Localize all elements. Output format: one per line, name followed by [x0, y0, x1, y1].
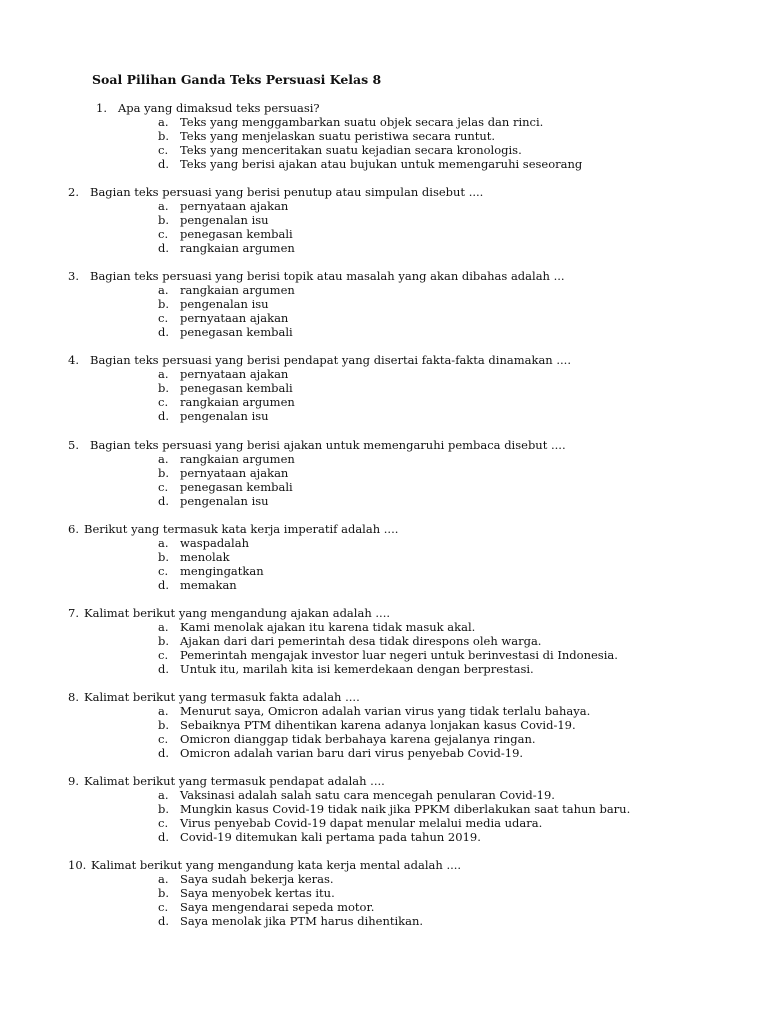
option-letter: c. — [158, 648, 169, 662]
question-9 — [0, 774, 768, 844]
option-letter: d. — [158, 494, 170, 508]
question-number: 4. — [68, 353, 79, 367]
option-text: Omicron adalah varian baru dari virus penyebab Covid-19. — [180, 746, 524, 760]
question-number: 8. — [68, 690, 79, 704]
option-text: memakan — [180, 578, 237, 592]
option-c — [0, 480, 768, 494]
option-text: penegasan kembali — [180, 381, 293, 395]
option-text: Menurut saya, Omicron adalah varian virus yang tidak terlalu bahaya. — [180, 704, 591, 718]
option-letter: d. — [158, 914, 170, 928]
option-d — [0, 746, 768, 760]
option-letter: b. — [158, 213, 170, 227]
option-letter: a. — [158, 788, 169, 802]
option-b — [0, 550, 768, 564]
option-text: Covid-19 ditemukan kali pertama pada tahun 2019. — [180, 830, 481, 844]
question-number: 2. — [68, 185, 79, 199]
option-a — [0, 536, 768, 550]
option-text: Saya mengendarai sepeda motor. — [180, 900, 375, 914]
option-letter: c. — [158, 227, 169, 241]
option-letter: d. — [158, 325, 170, 339]
option-text: pernyataan ajakan — [180, 466, 289, 480]
option-a — [0, 199, 768, 213]
question-number: 1. — [96, 101, 107, 115]
option-d — [0, 409, 768, 423]
option-b — [0, 718, 768, 732]
option-b — [0, 466, 768, 480]
option-text: Ajakan dari dari pemerintah desa tidak direspons oleh warga. — [180, 634, 542, 648]
question-number: 5. — [68, 438, 79, 452]
option-letter: b. — [158, 634, 170, 648]
option-letter: b. — [158, 297, 170, 311]
option-letter: c. — [158, 564, 169, 578]
option-text: penegasan kembali — [180, 325, 293, 339]
question-text: Bagian teks persuasi yang berisi penutup atau simpulan disebut .... — [90, 185, 484, 199]
option-text: Teks yang menceritakan suatu kejadian secara kronologis. — [180, 143, 522, 157]
option-letter: d. — [158, 241, 170, 255]
option-letter: d. — [158, 746, 170, 760]
option-letter: a. — [158, 620, 169, 634]
option-text: Saya sudah bekerja keras. — [180, 872, 334, 886]
option-b — [0, 297, 768, 311]
option-text: Saya menolak jika PTM harus dihentikan. — [180, 914, 424, 928]
option-letter: a. — [158, 199, 169, 213]
option-d — [0, 578, 768, 592]
option-letter: b. — [158, 802, 170, 816]
option-text: Teks yang berisi ajakan atau bujukan untuk memengaruhi seseorang — [180, 157, 583, 171]
option-b — [0, 213, 768, 227]
option-text: penegasan kembali — [180, 227, 293, 241]
option-c — [0, 311, 768, 325]
question-7 — [0, 606, 768, 676]
option-text: pengenalan isu — [180, 297, 269, 311]
option-letter: b. — [158, 886, 170, 900]
option-text: Sebaiknya PTM dihentikan karena adanya lonjakan kasus Covid-19. — [180, 718, 576, 732]
option-c — [0, 227, 768, 241]
option-c — [0, 816, 768, 830]
question-text: Bagian teks persuasi yang berisi ajakan untuk memengaruhi pembaca disebut .... — [90, 438, 566, 452]
option-text: pernyataan ajakan — [180, 311, 289, 325]
question-number: 9. — [68, 774, 79, 788]
option-text: rangkaian argumen — [180, 452, 295, 466]
option-text: waspadalah — [180, 536, 249, 550]
option-text: pernyataan ajakan — [180, 367, 289, 381]
option-c — [0, 564, 768, 578]
question-number: 10. — [68, 858, 87, 872]
option-a — [0, 452, 768, 466]
option-a — [0, 283, 768, 297]
question-8 — [0, 690, 768, 760]
option-d — [0, 157, 768, 171]
option-letter: d. — [158, 830, 170, 844]
option-letter: b. — [158, 466, 170, 480]
option-letter: d. — [158, 662, 170, 676]
question-10 — [0, 858, 768, 928]
option-c — [0, 395, 768, 409]
option-letter: a. — [158, 115, 169, 129]
question-text: Apa yang dimaksud teks persuasi? — [118, 101, 320, 115]
question-4 — [0, 353, 768, 423]
option-letter: d. — [158, 157, 170, 171]
question-3 — [0, 269, 768, 339]
question-text: Bagian teks persuasi yang berisi pendapat yang disertai fakta-fakta dinamakan .... — [90, 353, 571, 367]
option-a — [0, 367, 768, 381]
option-letter: c. — [158, 395, 169, 409]
option-letter: d. — [158, 409, 170, 423]
question-text: Kalimat berikut yang termasuk pendapat adalah .... — [84, 774, 385, 788]
option-b — [0, 634, 768, 648]
option-c — [0, 143, 768, 157]
question-text: Kalimat berikut yang termasuk fakta adalah .... — [84, 690, 360, 704]
option-letter: c. — [158, 480, 169, 494]
question-number: 3. — [68, 269, 79, 283]
option-letter: c. — [158, 311, 169, 325]
question-text: Berikut yang termasuk kata kerja imperatif adalah .... — [84, 522, 399, 536]
option-letter: d. — [158, 578, 170, 592]
option-text: penegasan kembali — [180, 480, 293, 494]
option-letter: c. — [158, 816, 169, 830]
option-text: Vaksinasi adalah salah satu cara mencegah penularan Covid-19. — [180, 788, 555, 802]
option-text: Omicron dianggap tidak berbahaya karena gejalanya ringan. — [180, 732, 536, 746]
option-d — [0, 914, 768, 928]
option-d — [0, 241, 768, 255]
option-letter: b. — [158, 129, 170, 143]
option-text: mengingatkan — [180, 564, 264, 578]
option-letter: b. — [158, 381, 170, 395]
question-2 — [0, 185, 768, 255]
option-text: Kami menolak ajakan itu karena tidak masuk akal. — [180, 620, 476, 634]
option-b — [0, 802, 768, 816]
option-a — [0, 115, 768, 129]
option-letter: a. — [158, 452, 169, 466]
option-text: pengenalan isu — [180, 409, 269, 423]
option-d — [0, 325, 768, 339]
option-c — [0, 732, 768, 746]
option-d — [0, 662, 768, 676]
option-text: pengenalan isu — [180, 213, 269, 227]
question-1 — [0, 101, 768, 171]
option-letter: c. — [158, 732, 169, 746]
option-letter: c. — [158, 143, 169, 157]
option-b — [0, 129, 768, 143]
option-text: pernyataan ajakan — [180, 199, 289, 213]
option-a — [0, 872, 768, 886]
option-letter: a. — [158, 283, 169, 297]
question-text: Kalimat berikut yang mengandung ajakan adalah .... — [84, 606, 391, 620]
document-title: Soal Pilihan Ganda Teks Persuasi Kelas 8 — [92, 72, 382, 87]
option-letter: a. — [158, 872, 169, 886]
question-number: 6. — [68, 522, 79, 536]
option-b — [0, 886, 768, 900]
option-text: rangkaian argumen — [180, 241, 295, 255]
option-text: Untuk itu, marilah kita isi kemerdekaan dengan berprestasi. — [180, 662, 534, 676]
question-text: Kalimat berikut yang mengandung kata kerja mental adalah .... — [91, 858, 462, 872]
option-text: Teks yang menjelaskan suatu peristiwa secara runtut. — [180, 129, 496, 143]
option-letter: b. — [158, 718, 170, 732]
option-d — [0, 494, 768, 508]
option-text: Teks yang menggambarkan suatu objek secara jelas dan rinci. — [180, 115, 544, 129]
option-letter: a. — [158, 367, 169, 381]
option-b — [0, 381, 768, 395]
option-c — [0, 900, 768, 914]
option-letter: a. — [158, 704, 169, 718]
option-letter: b. — [158, 550, 170, 564]
option-text: menolak — [180, 550, 230, 564]
option-text: pengenalan isu — [180, 494, 269, 508]
option-a — [0, 788, 768, 802]
option-letter: c. — [158, 900, 169, 914]
option-text: Saya menyobek kertas itu. — [180, 886, 335, 900]
option-text: rangkaian argumen — [180, 283, 295, 297]
question-6 — [0, 522, 768, 592]
option-a — [0, 620, 768, 634]
option-letter: a. — [158, 536, 169, 550]
question-5 — [0, 438, 768, 508]
option-a — [0, 704, 768, 718]
option-c — [0, 648, 768, 662]
option-d — [0, 830, 768, 844]
option-text: Virus penyebab Covid-19 dapat menular melalui media udara. — [180, 816, 543, 830]
option-text: rangkaian argumen — [180, 395, 295, 409]
question-number: 7. — [68, 606, 79, 620]
option-text: Pemerintah mengajak investor luar negeri untuk berinvestasi di Indonesia. — [180, 648, 618, 662]
question-text: Bagian teks persuasi yang berisi topik atau masalah yang akan dibahas adalah ... — [90, 269, 565, 283]
option-text: Mungkin kasus Covid-19 tidak naik jika PPKM diberlakukan saat tahun baru. — [180, 802, 631, 816]
